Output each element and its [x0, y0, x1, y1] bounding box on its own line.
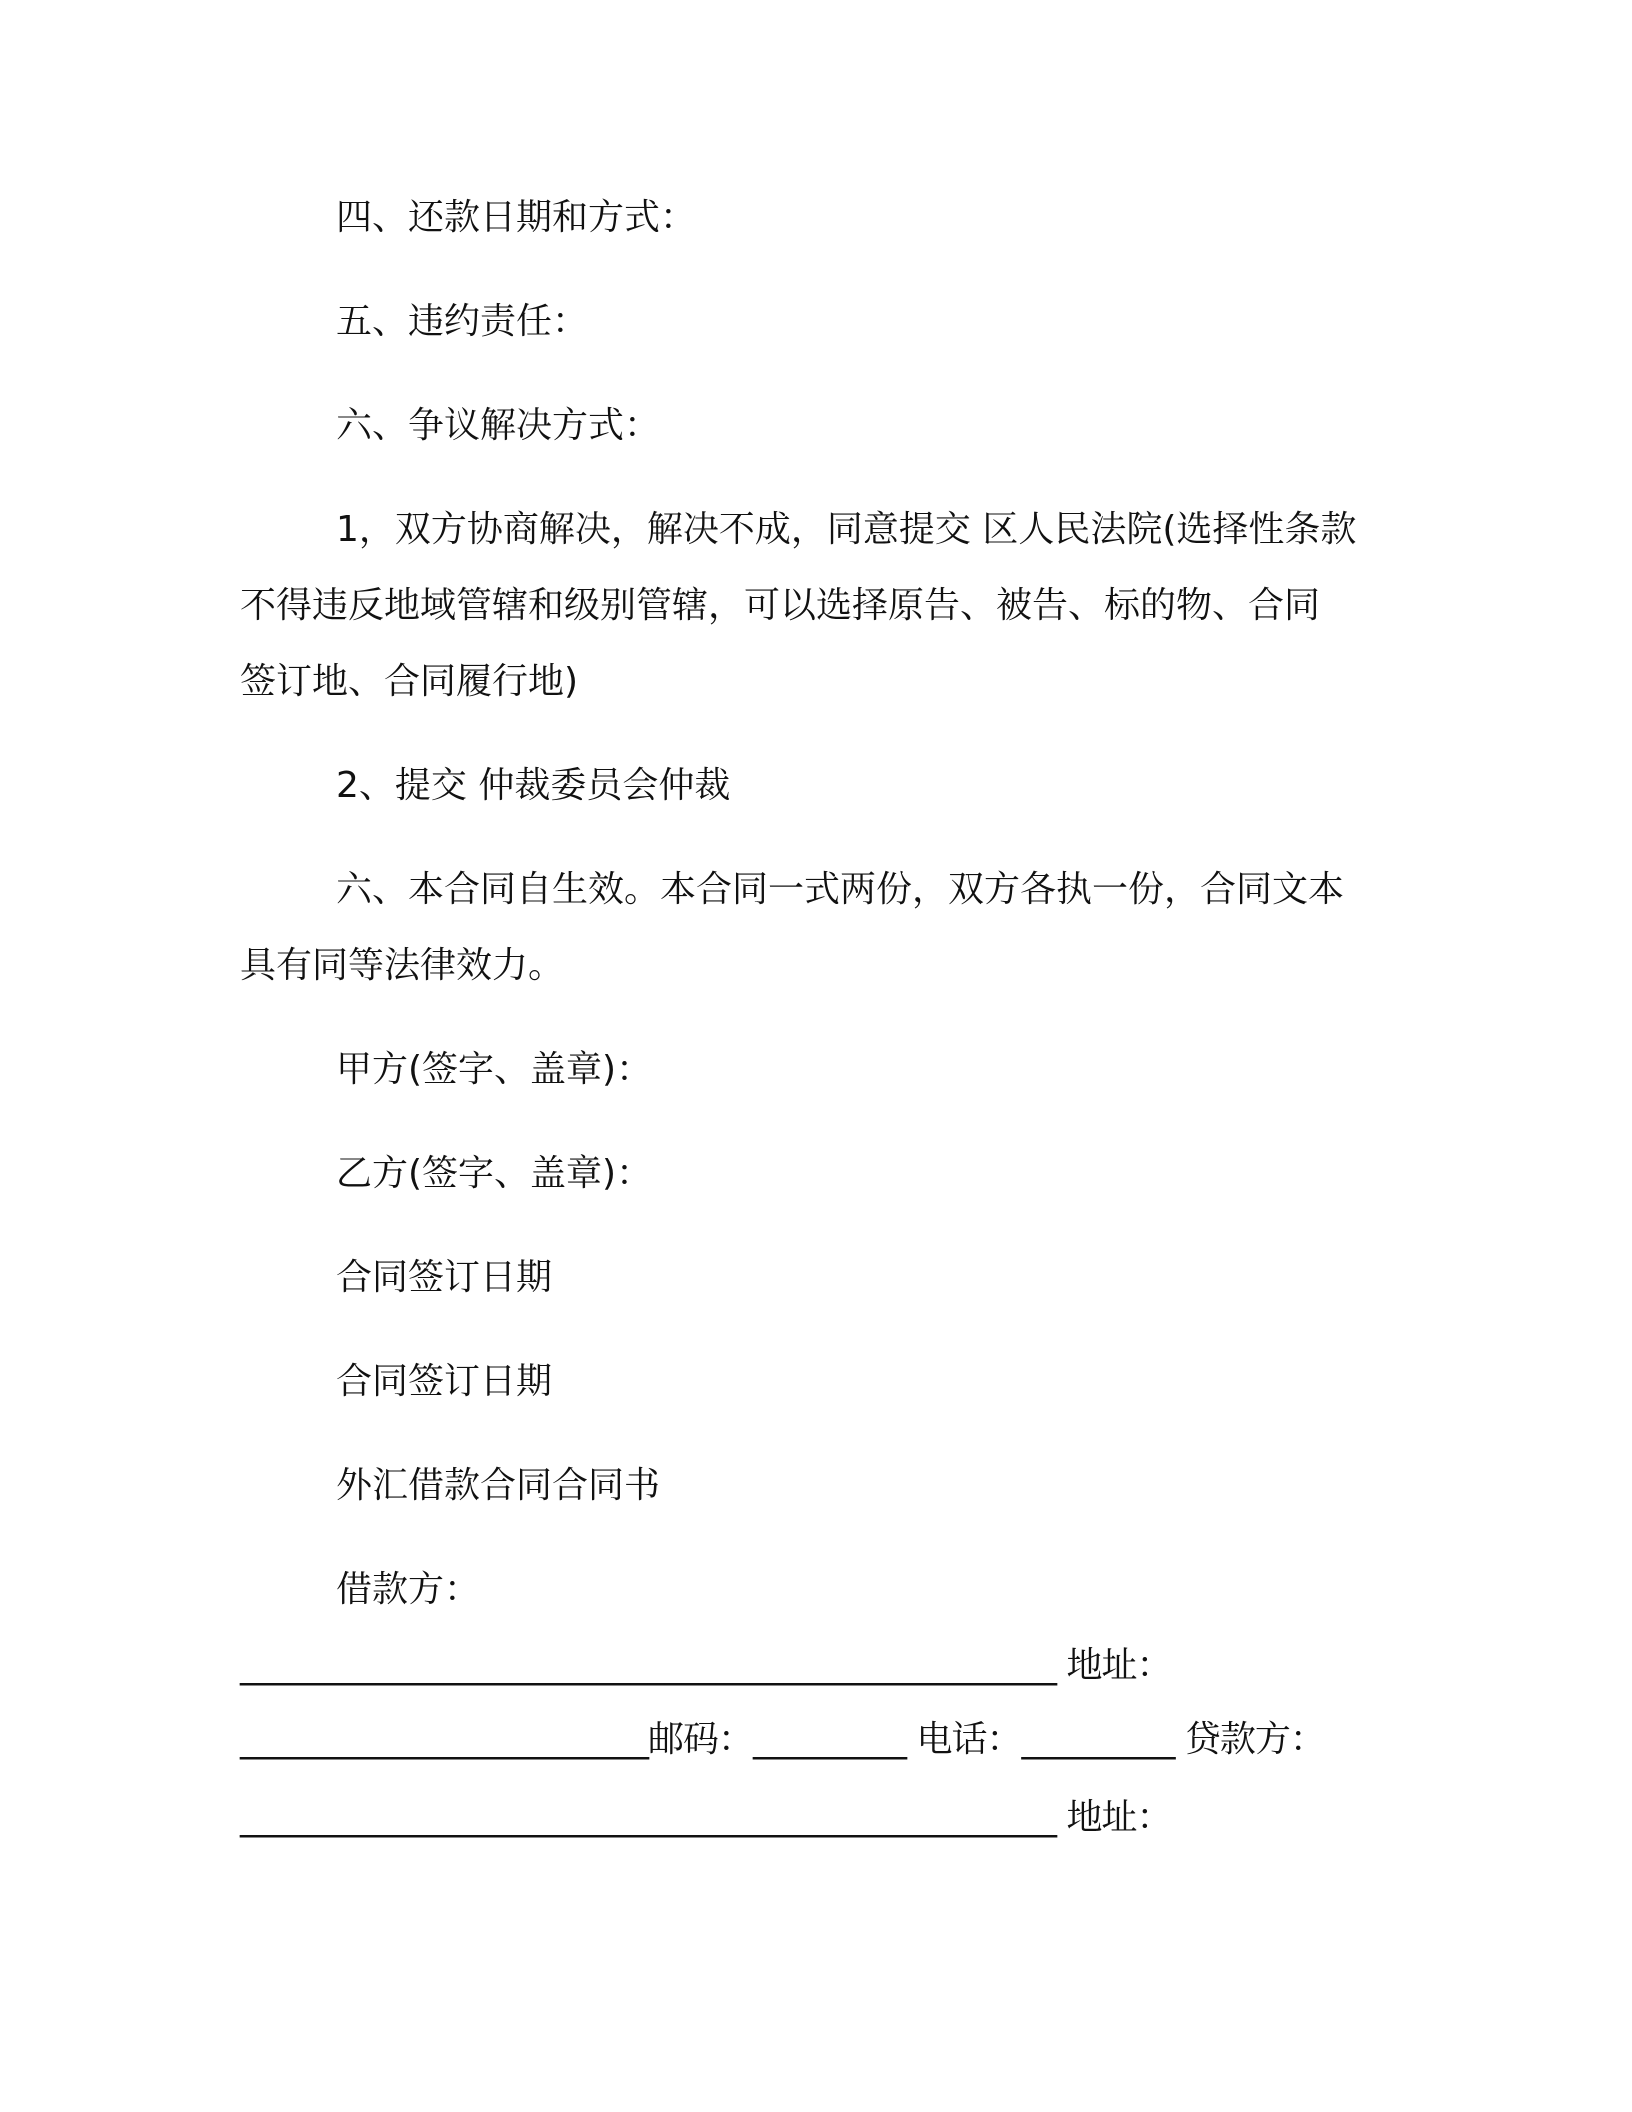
- signing-date-1: 合同签订日期: [336, 1257, 553, 1298]
- party-b-signature: 乙方(签字、盖章)：: [336, 1153, 653, 1194]
- clause-6-heading: 六、争议解决方式：: [336, 405, 661, 446]
- dispute-option-1-line-2: 不得违反地域管辖和级别管辖，可以选择原告、被告、标的物、合同: [240, 585, 1321, 626]
- dispute-option-1-line-3: 签订地、合同履行地): [240, 661, 579, 702]
- borrower-label: 借款方：: [336, 1569, 481, 1610]
- effect-clause-line-2: 具有同等法律效力。: [240, 945, 565, 986]
- lender-address-line: ________________________________________________ 地址：: [240, 1797, 1172, 1838]
- postcode-phone-lender-line: ________________________邮码：_________ 电话：_________ 贷款方：: [240, 1719, 1325, 1760]
- contract-title: 外汇借款合同合同书: [336, 1465, 661, 1506]
- party-a-signature: 甲方(签字、盖章)：: [336, 1049, 653, 1090]
- effect-clause-line-1: 六、本合同自生效。本合同一式两份，双方各执一份，合同文本: [336, 869, 1345, 910]
- dispute-option-1-line-1: 1，双方协商解决，解决不成，同意提交 区人民法院(选择性条款: [336, 509, 1357, 550]
- signing-date-2: 合同签订日期: [336, 1361, 553, 1402]
- dispute-option-2: 2、提交 仲裁委员会仲裁: [336, 765, 731, 806]
- clause-5-heading: 五、违约责任：: [336, 301, 589, 342]
- borrower-address-line: ________________________________________________ 地址：: [240, 1645, 1172, 1686]
- clause-4-heading: 四、还款日期和方式：: [336, 197, 697, 238]
